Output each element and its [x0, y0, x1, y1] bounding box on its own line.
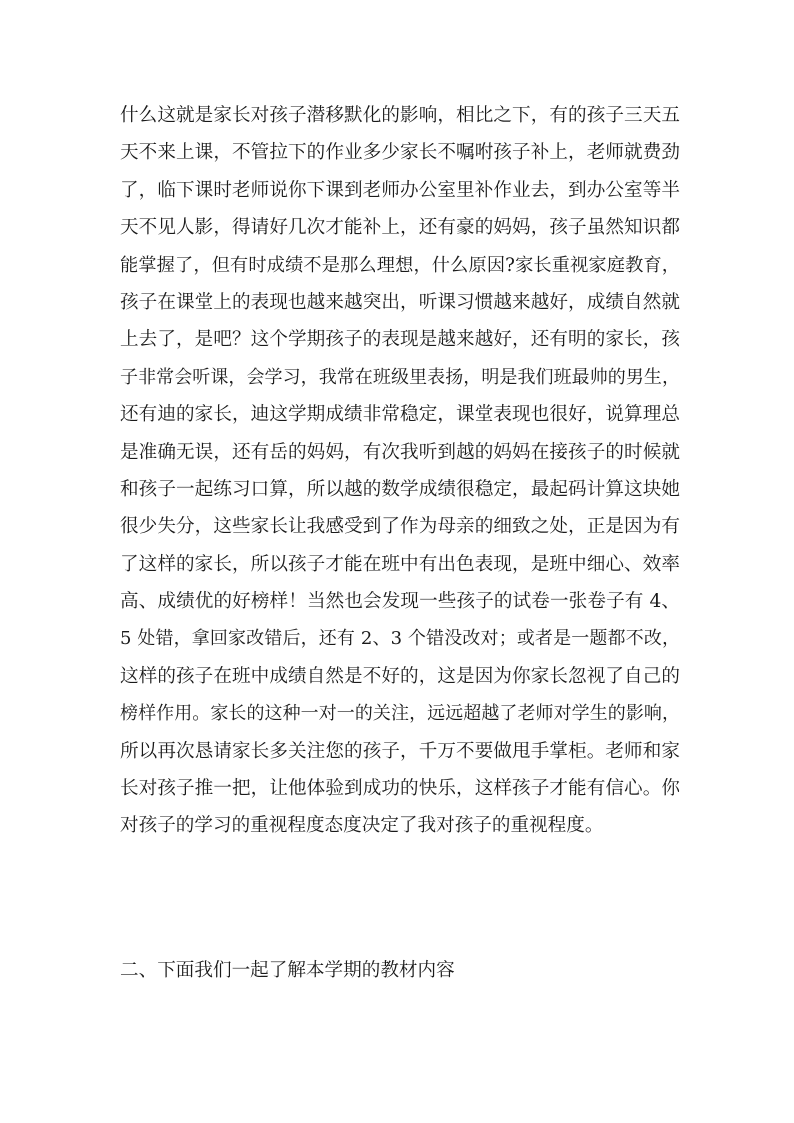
paragraph-line: 长对孩子推一把，让他体验到成功的快乐，这样孩子才能有信心。你 [120, 778, 680, 800]
paragraph-line: 高、成绩优的好榜样！当然也会发现一些孩子的试卷一张卷子有 4、 [120, 591, 680, 613]
paragraph-line: 子非常会听课，会学习，我常在班级里表扬，明是我们班最帅的男生， [120, 366, 680, 388]
paragraph-line: 能掌握了，但有时成绩不是那么理想，什么原因?家长重视家庭教育， [120, 254, 680, 276]
paragraph-line: 是准确无误，还有岳的妈妈，有次我听到越的妈妈在接孩子的时候就 [120, 441, 680, 463]
paragraph-line: 和孩子一起练习口算，所以越的数学成绩很稳定，最起码计算这块她 [120, 478, 680, 500]
paragraph-line: 天不来上课，不管拉下的作业多少家长不嘱咐孩子补上，老师就费劲 [120, 142, 680, 164]
paragraph-line: 孩子在课堂上的表现也越来越突出，听课习惯越来越好，成绩自然就 [120, 291, 680, 313]
body-paragraph [120, 97, 680, 845]
paragraph-line: 还有迪的家长，迪这学期成绩非常稳定，课堂表现也很好，说算理总 [120, 404, 680, 426]
section-heading: 二、下面我们一起了解本学期的教材内容 [120, 960, 455, 981]
paragraph-line: 什么这就是家长对孩子潜移默化的影响，相比之下，有的孩子三天五 [120, 105, 680, 126]
paragraph-line: 上去了，是吧？这个学期孩子的表现是越来越好，还有明的家长，孩 [120, 329, 680, 351]
paragraph-line: 天不见人影，得请好几次才能补上，还有豪的妈妈，孩子虽然知识都 [120, 217, 680, 239]
paragraph-line: 很少失分，这些家长让我感受到了作为母亲的细致之处，正是因为有 [120, 516, 680, 538]
paragraph-line: 所以再次恳请家长多关注您的孩子，千万不要做甩手掌柜。老师和家 [120, 740, 680, 762]
paragraph-line: 对孩子的学习的重视程度态度决定了我对孩子的重视程度。 [120, 815, 604, 837]
paragraph-line: 5 处错，拿回家改错后，还有 2、3 个错没改对；或者是一题都不改， [120, 628, 680, 650]
paragraph-line: 榜样作用。家长的这种一对一的关注，远远超越了老师对学生的影响， [120, 703, 680, 725]
paragraph-line: 了这样的家长，所以孩子才能在班中有出色表现，是班中细心、效率 [120, 553, 680, 575]
paragraph-line: 了，临下课时老师说你下课到老师办公室里补作业去，到办公室等半 [120, 179, 680, 201]
paragraph-line: 这样的孩子在班中成绩自然是不好的，这是因为你家长忽视了自己的 [120, 665, 680, 687]
